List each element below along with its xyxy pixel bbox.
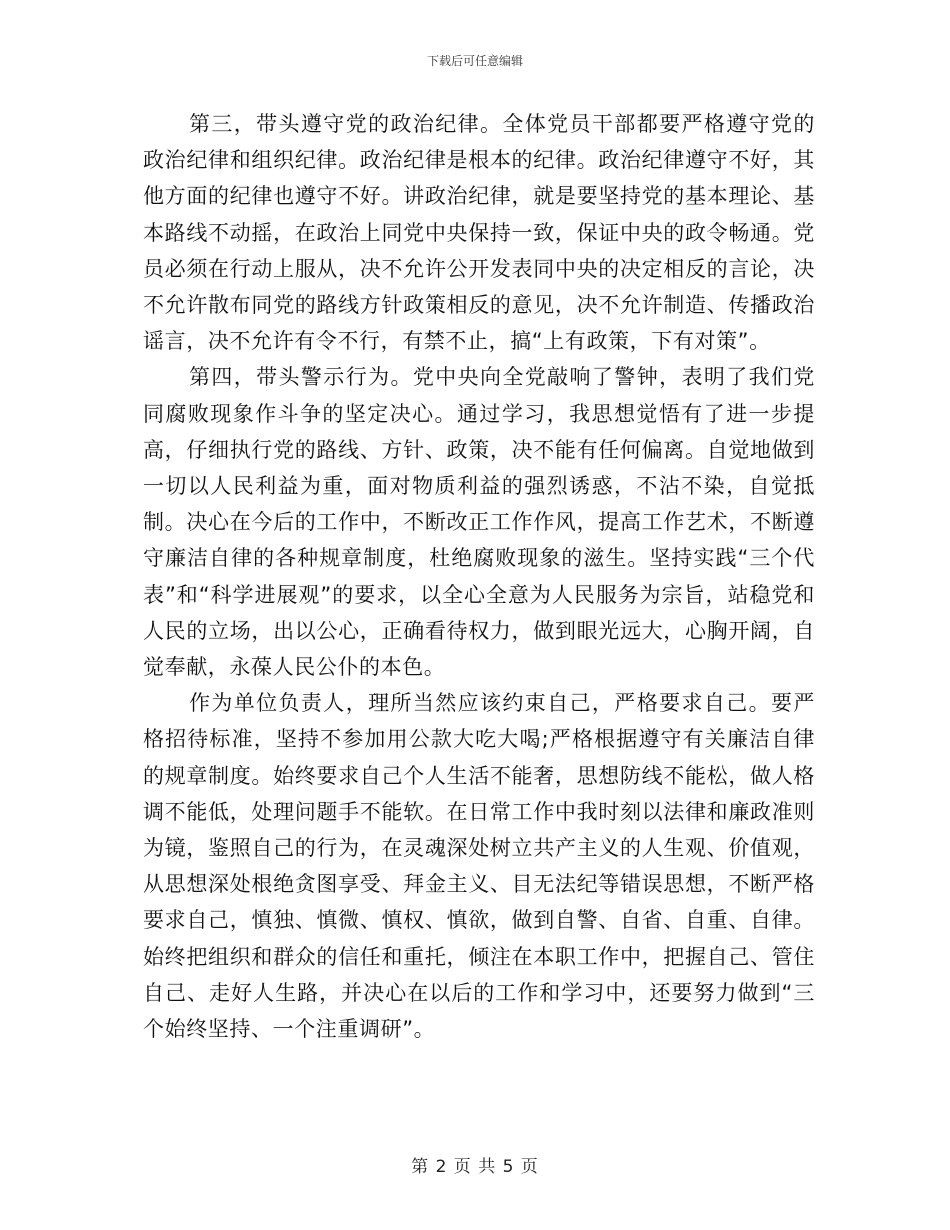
paragraph-self-discipline: 作为单位负责人，理所当然应该约束自己，严格要求自己。要严格招待标准，坚持不参加用公款大吃大喝;严格根据遵守有关廉洁自律的规章制度。始终要求自己个人生活不能奢，思想防线不能松，做人格调不能低，处理问题手不能软。在日常工作中我时刻以法律和廉政准则为镜，鉴照自己的行为，在灵魂深处树立共产主义的人生观、价值观，从思想深处根绝贪图享受、拜金主义、目无法纪等错误思想，不断严格要求自己，慎独、慎微、慎权、慎欲，做到自警、自省、自重、自律。始终把组织和群众的信任和重托，倾注在本职工作中，把握自己、管住自己、走好人生路，并决心在以后的工作和学习中，还要努力做到“三个始终坚持、一个注重调研”。: [143, 691, 815, 1042]
paragraph-political-discipline: 第三，带头遵守党的政治纪律。全体党员干部都要严格遵守党的政治纪律和组织纪律。政治纪律是根本的纪律。政治纪律遵守不好，其他方面的纪律也遵守不好。讲政治纪律，就是要坚持党的基本理论、基本路线不动摇，在政治上同党中央保持一致，保证中央的政令畅通。党员必须在行动上服从，决不允许公开发表同中央的决定相反的言论，决不允许散布同党的路线方针政策相反的意见，决不允许制造、传播政治谣言，决不允许有令不行，有禁不止，搞“上有政策，下有对策”。: [143, 112, 815, 354]
paragraph-warning-conduct: 第四，带头警示行为。党中央向全党敲响了警钟，表明了我们党同腐败现象作斗争的坚定决心。通过学习，我思想觉悟有了进一步提高，仔细执行党的路线、方针、政策，决不能有任何偏离。自觉地做到一切以人民利益为重，面对物质利益的强烈诱惑，不沾不染，自觉抵制。决心在今后的工作中，不断改正工作作风，提高工作艺术，不断遵守廉洁自律的各种规章制度，杜绝腐败现象的滋生。坚持实践“三个代表”和“科学进展观”的要求，以全心全意为人民服务为宗旨，站稳党和人民的立场，出以公心，正确看待权力，做到眼光远大，心胸开阔，自觉奉献，永葆人民公仆的本色。: [143, 365, 815, 680]
page-header-note: 下载后可任意编辑: [426, 54, 523, 68]
page-number: 第 2 页 共 5 页: [411, 1157, 539, 1177]
document-body: [143, 106, 815, 1047]
